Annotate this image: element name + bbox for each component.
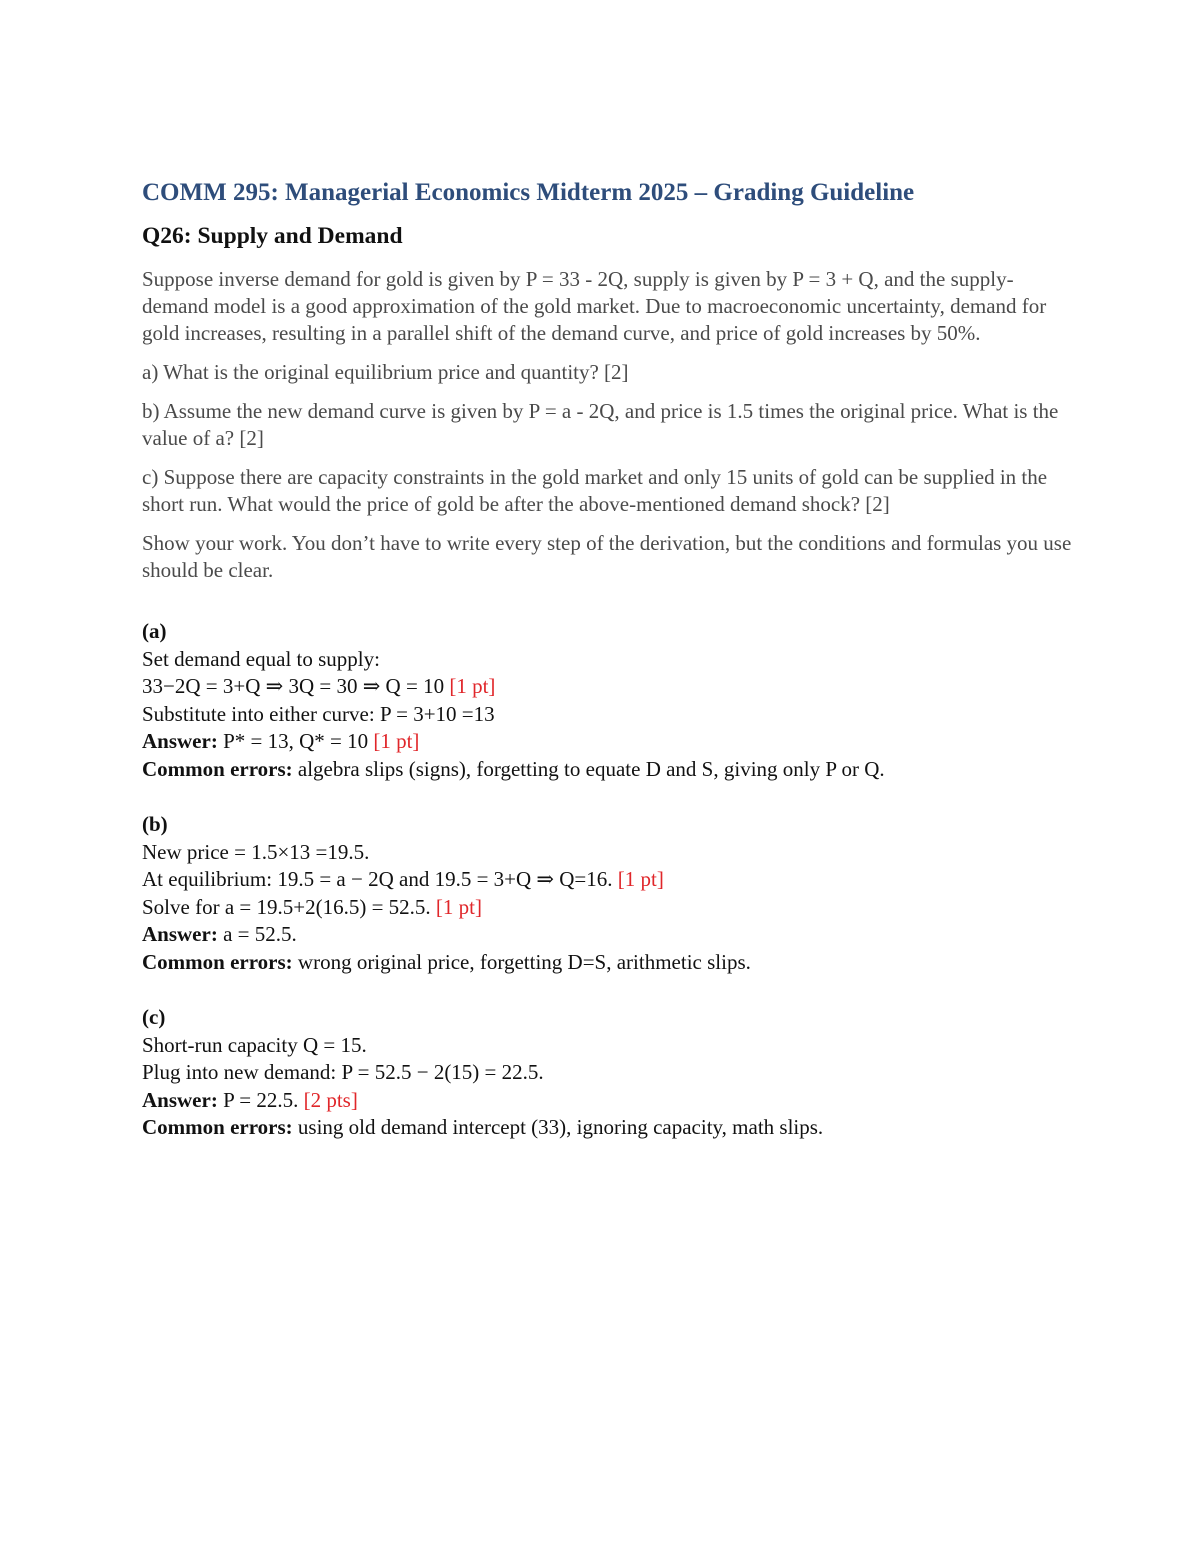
- prompt-part-c: c) Suppose there are capacity constraints in the gold market and only 15 units of gold can be supplied in the short run. What would the price of gold be after the above-mentioned demand shock? [2]: [142, 465, 1048, 516]
- answer-b-step-1: New price = 1.5×13 =19.5.: [142, 839, 370, 864]
- answer-b-step-3: [142, 894, 1072, 922]
- answer-c-label: (c): [142, 1005, 166, 1029]
- points-badge: [2 pts]: [303, 1087, 358, 1112]
- answer-label: Answer:: [142, 729, 218, 753]
- common-errors-label: Common errors:: [142, 756, 293, 781]
- answer-c-step-2: Plug into new demand: P = 52.5 − 2(15) = 22.5.: [142, 1060, 544, 1084]
- common-errors-text: algebra slips (signs), forgetting to equate D and S, giving only P or Q.: [297, 756, 885, 781]
- answer-b-step-2: [142, 866, 1072, 894]
- answer-b-label: (b): [142, 812, 168, 836]
- answer-a-label: (a): [142, 619, 167, 643]
- answer-b-step-3-text: Solve for a = 19.5+2(16.5) = 52.5.: [142, 894, 431, 919]
- answer-label: Answer:: [142, 922, 218, 946]
- answer-section-b: [142, 811, 1072, 976]
- answer-a-final: [142, 728, 1072, 756]
- answer-b-value: a = 52.5.: [223, 922, 297, 946]
- answer-c-common-errors: [142, 1114, 1072, 1142]
- document-page: [142, 176, 1072, 1142]
- prompt-part-b: b) Assume the new demand curve is given by P = a - 2Q, and price is 1.5 times the original price. What is the value of a? [2]: [142, 399, 1059, 450]
- answer-b-step-2-text: At equilibrium: 19.5 = a − 2Q and 19.5 = 3+Q ⇒ Q=16.: [142, 867, 613, 891]
- answer-a-step-1: Set demand equal to supply:: [142, 646, 380, 671]
- answer-section-c: [142, 1004, 1072, 1142]
- answer-label: Answer:: [142, 1087, 218, 1112]
- common-errors-label: Common errors:: [142, 1115, 293, 1139]
- question-title: Q26: Supply and Demand: [142, 223, 403, 249]
- common-errors-label: Common errors:: [142, 949, 293, 974]
- answer-a-value: P* = 13, Q* = 10: [223, 729, 369, 753]
- answer-a-step-2: [142, 673, 1072, 701]
- points-badge: [1 pt]: [373, 729, 420, 753]
- common-errors-text: using old demand intercept (33), ignoring capacity, math slips.: [297, 1115, 824, 1139]
- answer-b-final: [142, 921, 1072, 949]
- prompt-instructions: Show your work. You don’t have to write every step of the derivation, but the conditions and formulas you use should be clear.: [142, 531, 1072, 582]
- prompt-part-a: a) What is the original equilibrium price and quantity? [2]: [142, 360, 629, 384]
- answer-c-value: P = 22.5.: [223, 1087, 299, 1112]
- common-errors-text: wrong original price, forgetting D=S, arithmetic slips.: [297, 949, 751, 974]
- answer-c-final: [142, 1087, 1072, 1115]
- answer-a-step-3: Substitute into either curve: P = 3+10 =13: [142, 701, 495, 726]
- answer-a-common-errors: [142, 756, 1072, 784]
- points-badge: [1 pt]: [449, 674, 496, 698]
- document-title: COMM 295: Managerial Economics Midterm 2025 – Grading Guideline: [142, 179, 915, 206]
- answer-c-step-1: Short-run capacity Q = 15.: [142, 1032, 367, 1057]
- answer-a-step-2-text: 33−2Q = 3+Q ⇒ 3Q = 30 ⇒ Q = 10: [142, 674, 445, 698]
- prompt-paragraph: Suppose inverse demand for gold is given by P = 33 - 2Q, supply is given by P = 3 + Q, and the supply-demand model is a good approximation of the gold market. Due to macroeconomic uncertainty, demand for gold increases, resulting in a parallel shift of the demand curve, and price of gold increases by 50%.: [142, 267, 1047, 345]
- points-badge: [1 pt]: [617, 867, 664, 891]
- points-badge: [1 pt]: [435, 894, 482, 919]
- answer-b-common-errors: [142, 949, 1072, 977]
- answer-section-a: [142, 618, 1072, 783]
